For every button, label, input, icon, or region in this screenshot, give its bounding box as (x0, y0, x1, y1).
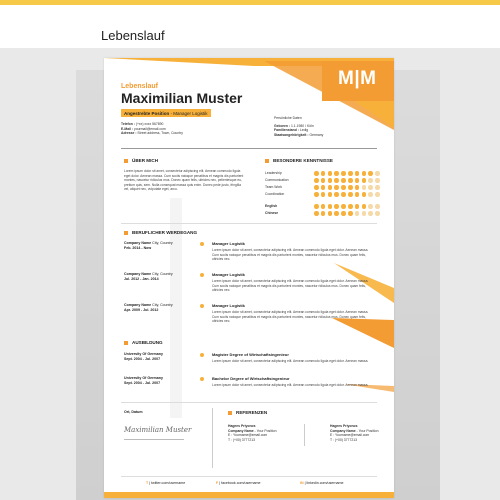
skill-dot (362, 178, 367, 183)
reference-divider (212, 408, 213, 468)
degree-description: Lorem ipsum dolor sit amet, consectetur adipiscing elit. Aenean commodo ligula eget dolor. Aenean massa. (212, 359, 369, 363)
section-square-icon (228, 411, 232, 415)
language-label: English (265, 204, 278, 208)
job-description: Lorem ipsum dolor sit amet, consectetur adipiscing elit. Aenean commodo ligula eget dolor. Aenean massa. Cum sociis natoque penatibus et magnis dis parturient montes, nascetur ridiculus mus. Donec quam felis, ultricies nec. (212, 279, 369, 293)
skill-dot (348, 211, 353, 216)
job-entry-1-meta: Company Name City, Country Feb. 2014 - Now (124, 241, 173, 250)
job-title: Manager Logistik (212, 272, 245, 277)
skill-dot (334, 185, 339, 190)
skill-dot (355, 211, 360, 216)
skill-dot (314, 178, 319, 183)
skill-label: Coordination (265, 192, 285, 196)
about-heading (124, 158, 158, 163)
skill-dot (348, 178, 353, 183)
skill-dot (328, 211, 333, 216)
experience-heading (124, 230, 197, 235)
signature-line (124, 439, 184, 440)
skill-dot (321, 171, 326, 176)
skill-dot (368, 171, 373, 176)
skill-dot (375, 185, 380, 190)
skill-dot (314, 204, 319, 209)
timeline-bullet (200, 273, 204, 277)
personal-data-block (274, 116, 323, 137)
skill-dot (341, 178, 346, 183)
skill-dot (334, 178, 339, 183)
personal-nationality: Staatsangehörigkeit : Germany (274, 132, 324, 137)
job-description: Lorem ipsum dolor sit amet, consectetur adipiscing elit. Aenean commodo ligula eget dolor. Aenean massa. Cum sociis natoque penatibus et magnis dis parturient montes, nascetur ridiculus mus. Donec quam felis, ultricies nec. (212, 248, 369, 262)
section-square-icon (124, 341, 128, 345)
skill-dot (355, 178, 360, 183)
section-divider (121, 223, 377, 224)
skills-heading (265, 158, 333, 163)
contact-email: E-Mail : yourmail@email.com (121, 126, 166, 131)
education-entry-2-meta: University Of Germany Sept. 2004 - Jul. 2007 (124, 376, 163, 385)
skill-dot (348, 185, 353, 190)
monogram: M|M (338, 68, 377, 89)
skill-dot (362, 192, 367, 197)
contact-block (121, 122, 183, 136)
skill-label: Leadership (265, 171, 282, 175)
section-square-icon (265, 159, 269, 163)
footer-facebook[interactable]: F | facebook.com/username (216, 481, 261, 485)
skill-dot (355, 204, 360, 209)
skill-dot (368, 178, 373, 183)
skill-label: Team Work (265, 185, 283, 189)
reference-card: Hagees Priyonos Company Name - Your Position E : Yourname@email.com T : (+00) 3777213 (330, 424, 379, 442)
skill-dot (334, 171, 339, 176)
job-title: Manager Logistik (212, 303, 245, 308)
skill-dot (341, 204, 346, 209)
skill-dot (341, 171, 346, 176)
bottom-accent-bar (104, 492, 394, 498)
reference-card: Hagees Priyonos Company Name - Your Position E : Yourname@email.com T : (+00) 3777213 (228, 424, 277, 442)
personal-marital: Familienstand : Ledig (274, 128, 309, 133)
skill-dot (314, 171, 319, 176)
skill-dot (321, 204, 326, 209)
skill-dot (321, 185, 326, 190)
skill-dot (348, 204, 353, 209)
place-date: Ort, Datum (124, 410, 143, 414)
job-entry-2-meta: Company Name City, Country Jul. 2012 - Jan. 2014 (124, 272, 173, 281)
skill-dot (368, 211, 373, 216)
skill-dot (368, 185, 373, 190)
signature: Maximilian Muster (124, 426, 192, 434)
skill-dot (334, 192, 339, 197)
skill-dot (314, 211, 319, 216)
skill-dot (328, 185, 333, 190)
skill-dot (328, 171, 333, 176)
skill-dot (328, 204, 333, 209)
section-square-icon (124, 159, 128, 163)
education-title: AUSBILDUNG (132, 340, 163, 345)
skill-dot (348, 192, 353, 197)
skill-dot (334, 211, 339, 216)
skill-dot (362, 204, 367, 209)
footer-twitter[interactable]: T | twitter.com/username (146, 481, 186, 485)
experience-title: BERUFLICHER WERDEGANG (132, 230, 198, 235)
skill-labels (265, 171, 289, 199)
degree-title: Bachelor Degree of Wirtschaftsingenieur (212, 376, 290, 381)
skill-dot (321, 211, 326, 216)
education-entry-1-meta: University Of Germany Sept. 2004 - Jul. 2007 (124, 352, 163, 361)
about-title: ÜBER MICH (132, 158, 159, 163)
degree-description: Lorem ipsum dolor sit amet, consectetur adipiscing elit. Aenean commodo ligula eget dolor. Aenean massa. (212, 383, 369, 387)
footer-linkedin[interactable]: IN | linkedin.com/username (300, 481, 344, 485)
skill-dot (368, 204, 373, 209)
contact-phone: Telefon : (+xx) xxxx 567890 (121, 122, 164, 126)
references-title: REFERENZEN (236, 410, 268, 415)
page-title: Lebenslauf (101, 28, 165, 43)
skill-dot (341, 185, 346, 190)
skill-dot (355, 192, 360, 197)
skill-dot (341, 211, 346, 216)
job-entry-3-meta: Company Name City, Country Apr. 2009 - Jul. 2012 (124, 303, 173, 312)
skill-dot (375, 178, 380, 183)
references-heading (228, 410, 267, 415)
skill-dot (375, 204, 380, 209)
skill-dot (362, 185, 367, 190)
skills-title: BESONDERE KENNTNISSE (273, 158, 333, 163)
skill-dot (375, 211, 380, 216)
skill-dot (368, 192, 373, 197)
skill-dot (334, 204, 339, 209)
personal-birth: Geboren : 1.1.1980 / Köln (274, 123, 314, 128)
skill-dot (348, 171, 353, 176)
skill-dot (375, 192, 380, 197)
resume-kicker: Lebenslauf (121, 83, 158, 90)
skill-dot (328, 178, 333, 183)
candidate-name: Maximilian Muster (121, 90, 243, 106)
position-label: Angestrebte Position (124, 110, 170, 116)
personal-data-title: Persönliche Daten (274, 116, 302, 120)
resume-sheet (104, 58, 394, 498)
footer-divider (121, 476, 377, 477)
degree-title: Magister Degree of Wirtschaftsingenieur (212, 352, 289, 357)
timeline-bullet (200, 304, 204, 308)
timeline-bullet (200, 242, 204, 246)
header-divider (121, 148, 377, 149)
job-description: Lorem ipsum dolor sit amet, consectetur adipiscing elit. Aenean commodo ligula eget dolor. Aenean massa. Cum sociis natoque penatibus et magnis dis parturient montes, nascetur ridiculus mus. Donec quam felis, ultricies nec. (212, 310, 369, 324)
skill-dot (375, 171, 380, 176)
language-labels (265, 204, 278, 218)
position-badge (121, 109, 211, 117)
timeline-bullet (200, 377, 204, 381)
position-value: - Manager Logistik (170, 110, 208, 116)
skill-dot (314, 185, 319, 190)
skill-dot (314, 192, 319, 197)
job-title: Manager Logistik (212, 241, 245, 246)
skill-dot (321, 178, 326, 183)
skill-label: Communication (265, 178, 289, 182)
timeline-bullet (200, 353, 204, 357)
contact-address: Adresse : Street address, Town, Country (121, 131, 183, 136)
skill-dot (321, 192, 326, 197)
skill-dot (362, 171, 367, 176)
about-text: Lorem ipsum dolor sit amet, consectetur adipiscing elit. Aenean commodo ligula eget dolor. Aenean massa. Cum sociis natoque penatibus et magnis dis parturient montes, nascetur ridiculus mus. Donec quam felis, ultricies nec, pellentesque eu, pretium quis, sem. Nulla consequat massa quis enim. Donec pede justo, fringilla vel, aliquet nec, vulputate eget, arcu. (124, 169, 244, 192)
skill-dot (341, 192, 346, 197)
language-label: Chinese (265, 211, 279, 215)
reference-divider (304, 424, 305, 446)
skill-dot (328, 192, 333, 197)
education-heading (124, 340, 163, 345)
skill-dot (355, 171, 360, 176)
section-divider (121, 402, 377, 403)
section-square-icon (124, 231, 128, 235)
skill-dot (362, 211, 367, 216)
top-accent-bar (0, 0, 500, 5)
skill-dot (355, 185, 360, 190)
